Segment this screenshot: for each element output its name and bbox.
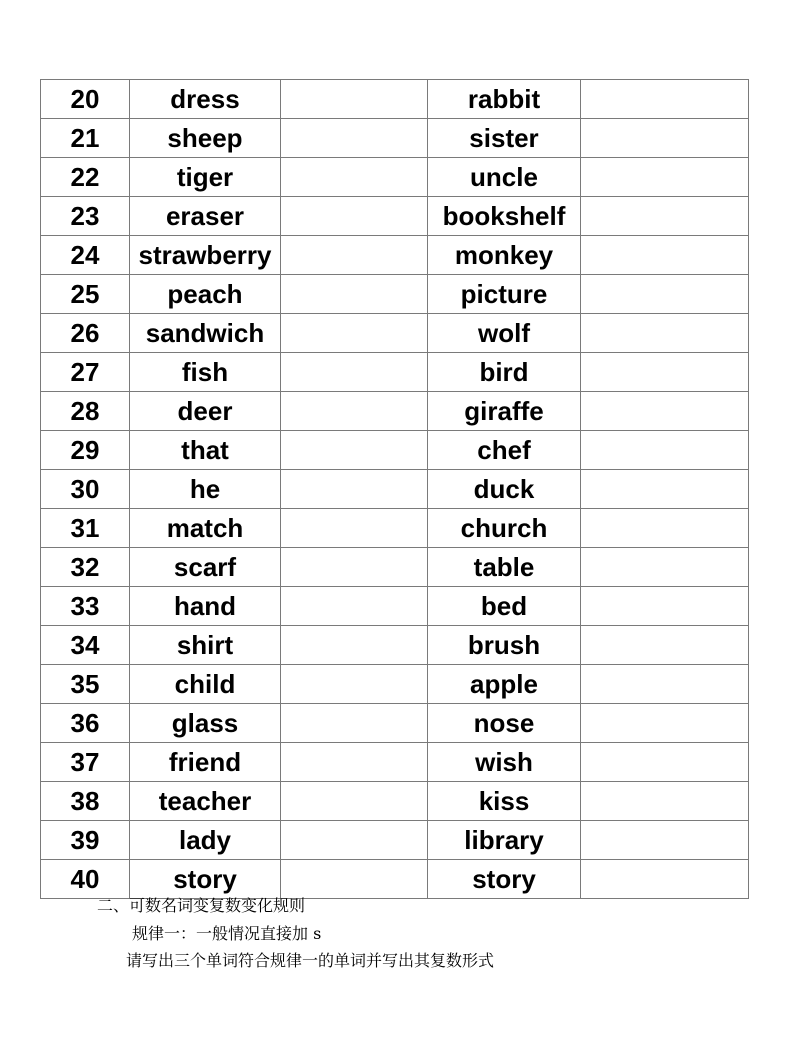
answer-cell-blank (581, 626, 749, 665)
answer-cell-blank (581, 314, 749, 353)
answer-cell-blank (581, 392, 749, 431)
answer-cell-blank (281, 197, 428, 236)
section-heading: 二、可数名词变复数变化规则 (97, 896, 306, 915)
answer-cell-blank (281, 158, 428, 197)
table-row (41, 743, 749, 782)
word-cell: story (130, 860, 281, 899)
answer-cell-blank (281, 431, 428, 470)
word-cell: bookshelf (428, 197, 581, 236)
word-cell: he (130, 470, 281, 509)
word-cell: eraser (130, 197, 281, 236)
word-cell: that (130, 431, 281, 470)
table-row (41, 665, 749, 704)
answer-cell-blank (581, 80, 749, 119)
answer-cell-blank (281, 80, 428, 119)
word-cell: strawberry (130, 236, 281, 275)
table-row (41, 80, 749, 119)
table-row (41, 782, 749, 821)
answer-cell-blank (281, 821, 428, 860)
answer-cell-blank (581, 236, 749, 275)
word-cell: giraffe (428, 392, 581, 431)
answer-cell-blank (281, 782, 428, 821)
answer-cell-blank (581, 821, 749, 860)
answer-cell-blank (581, 275, 749, 314)
word-cell: wish (428, 743, 581, 782)
answer-cell-blank (281, 704, 428, 743)
answer-cell-blank (281, 587, 428, 626)
vocabulary-table-body (41, 80, 749, 899)
word-cell: story (428, 860, 581, 899)
row-number: 32 (41, 548, 130, 587)
answer-cell-blank (581, 860, 749, 899)
row-number: 30 (41, 470, 130, 509)
row-number: 23 (41, 197, 130, 236)
word-cell: brush (428, 626, 581, 665)
answer-cell-blank (281, 509, 428, 548)
word-cell: deer (130, 392, 281, 431)
answer-cell-blank (581, 353, 749, 392)
row-number: 31 (41, 509, 130, 548)
row-number: 27 (41, 353, 130, 392)
table-row (41, 353, 749, 392)
word-cell: monkey (428, 236, 581, 275)
answer-cell-blank (581, 470, 749, 509)
table-row (41, 587, 749, 626)
row-number: 35 (41, 665, 130, 704)
word-cell: lady (130, 821, 281, 860)
table-row (41, 236, 749, 275)
table-row (41, 158, 749, 197)
answer-cell-blank (281, 626, 428, 665)
answer-cell-blank (581, 704, 749, 743)
word-cell: chef (428, 431, 581, 470)
table-row (41, 275, 749, 314)
word-cell: fish (130, 353, 281, 392)
row-number: 29 (41, 431, 130, 470)
word-cell: shirt (130, 626, 281, 665)
row-number: 40 (41, 860, 130, 899)
word-cell: kiss (428, 782, 581, 821)
row-number: 34 (41, 626, 130, 665)
answer-cell-blank (581, 587, 749, 626)
word-cell: bed (428, 587, 581, 626)
row-number: 39 (41, 821, 130, 860)
vocabulary-table (40, 79, 749, 899)
answer-cell-blank (581, 665, 749, 704)
row-number: 22 (41, 158, 130, 197)
table-row (41, 119, 749, 158)
rule-one-text: 规律一：一般情况直接加 s (132, 924, 322, 943)
word-cell: picture (428, 275, 581, 314)
row-number: 36 (41, 704, 130, 743)
word-cell: uncle (428, 158, 581, 197)
table-row (41, 392, 749, 431)
word-cell: wolf (428, 314, 581, 353)
word-cell: table (428, 548, 581, 587)
word-cell: glass (130, 704, 281, 743)
word-cell: teacher (130, 782, 281, 821)
table-row (41, 509, 749, 548)
instruction-text: 请写出三个单词符合规律一的单词并写出其复数形式 (126, 951, 495, 970)
answer-cell-blank (281, 470, 428, 509)
answer-cell-blank (281, 392, 428, 431)
answer-cell-blank (581, 782, 749, 821)
answer-cell-blank (281, 314, 428, 353)
word-cell: hand (130, 587, 281, 626)
table-row (41, 197, 749, 236)
answer-cell-blank (581, 197, 749, 236)
table-row (41, 314, 749, 353)
answer-cell-blank (281, 665, 428, 704)
word-cell: friend (130, 743, 281, 782)
row-number: 37 (41, 743, 130, 782)
table-row (41, 548, 749, 587)
table-row (41, 704, 749, 743)
word-cell: bird (428, 353, 581, 392)
answer-cell-blank (581, 431, 749, 470)
row-number: 20 (41, 80, 130, 119)
answer-cell-blank (581, 158, 749, 197)
word-cell: church (428, 509, 581, 548)
word-cell: apple (428, 665, 581, 704)
word-cell: peach (130, 275, 281, 314)
word-cell: duck (428, 470, 581, 509)
answer-cell-blank (281, 119, 428, 158)
word-cell: tiger (130, 158, 281, 197)
word-cell: library (428, 821, 581, 860)
word-cell: rabbit (428, 80, 581, 119)
answer-cell-blank (281, 236, 428, 275)
answer-cell-blank (281, 743, 428, 782)
word-cell: sheep (130, 119, 281, 158)
answer-cell-blank (581, 743, 749, 782)
table-row (41, 821, 749, 860)
row-number: 33 (41, 587, 130, 626)
word-cell: child (130, 665, 281, 704)
answer-cell-blank (281, 353, 428, 392)
word-cell: match (130, 509, 281, 548)
word-cell: scarf (130, 548, 281, 587)
word-cell: sister (428, 119, 581, 158)
row-number: 38 (41, 782, 130, 821)
word-cell: sandwich (130, 314, 281, 353)
row-number: 24 (41, 236, 130, 275)
table-row (41, 470, 749, 509)
table-row (41, 626, 749, 665)
row-number: 25 (41, 275, 130, 314)
word-cell: nose (428, 704, 581, 743)
table-row (41, 431, 749, 470)
answer-cell-blank (581, 509, 749, 548)
row-number: 26 (41, 314, 130, 353)
word-cell: dress (130, 80, 281, 119)
answer-cell-blank (281, 275, 428, 314)
row-number: 21 (41, 119, 130, 158)
row-number: 28 (41, 392, 130, 431)
answer-cell-blank (581, 119, 749, 158)
answer-cell-blank (581, 548, 749, 587)
answer-cell-blank (281, 548, 428, 587)
